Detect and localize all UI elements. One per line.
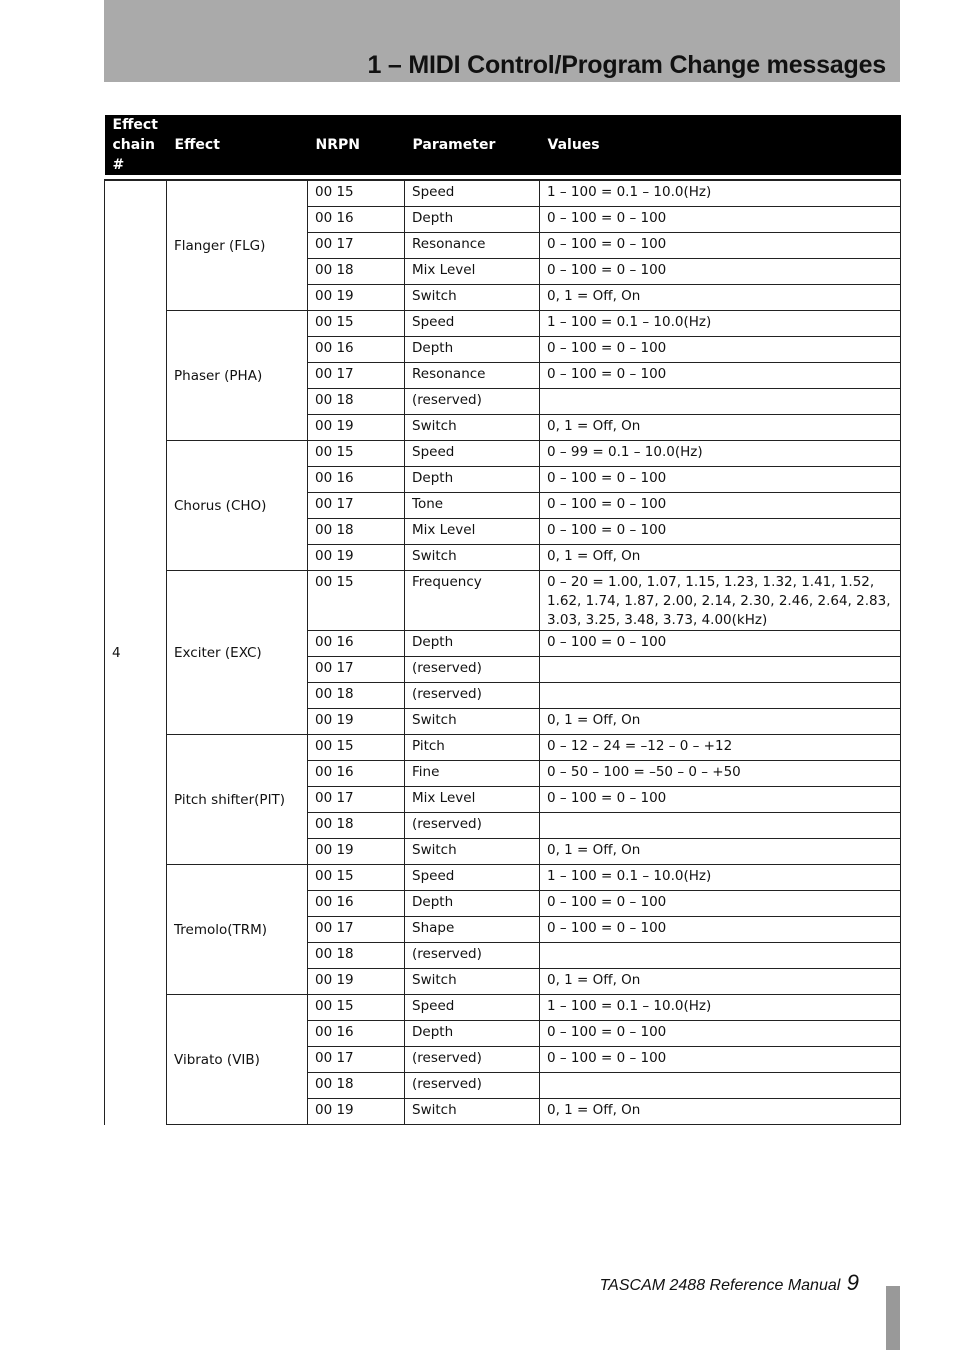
cell-parameter: Speed — [405, 180, 540, 207]
cell-nrpn: 00 15 — [308, 735, 405, 761]
cell-parameter: Mix Level — [405, 787, 540, 813]
cell-parameter: Switch — [405, 545, 540, 571]
cell-values: 1 – 100 = 0.1 – 10.0(Hz) — [540, 865, 901, 891]
cell-values: 0 – 20 = 1.00, 1.07, 1.15, 1.23, 1.32, 1.41, 1.52, 1.62, 1.74, 1.87, 2.00, 2.14, 2.30, 2.46, 2.64, 2.83, 3.03, 3.25, 3.48, 3.73, 4.00(kHz) — [540, 571, 901, 631]
cell-nrpn: 00 17 — [308, 917, 405, 943]
cell-nrpn: 00 18 — [308, 389, 405, 415]
cell-parameter: Depth — [405, 337, 540, 363]
cell-values: 1 – 100 = 0.1 – 10.0(Hz) — [540, 995, 901, 1021]
cell-values: 0, 1 = Off, On — [540, 415, 901, 441]
cell-parameter: Depth — [405, 467, 540, 493]
cell-parameter: Tone — [405, 493, 540, 519]
cell-parameter: Switch — [405, 285, 540, 311]
cell-values: 0 – 100 = 0 – 100 — [540, 917, 901, 943]
cell-nrpn: 00 16 — [308, 761, 405, 787]
table-row — [105, 735, 901, 761]
cell-values: 0 – 100 = 0 – 100 — [540, 1021, 901, 1047]
column-header-effect: Effect — [167, 115, 308, 175]
cell-values: 0 – 100 = 0 – 100 — [540, 493, 901, 519]
cell-parameter: Speed — [405, 995, 540, 1021]
table-row — [105, 995, 901, 1021]
cell-nrpn: 00 18 — [308, 813, 405, 839]
nrpn-table — [104, 115, 901, 1125]
cell-parameter: Fine — [405, 761, 540, 787]
cell-nrpn: 00 17 — [308, 233, 405, 259]
effect-name: Chorus (CHO) — [167, 441, 308, 571]
cell-parameter: (reserved) — [405, 813, 540, 839]
cell-parameter: Switch — [405, 839, 540, 865]
cell-nrpn: 00 19 — [308, 545, 405, 571]
table-body — [105, 180, 901, 1125]
cell-nrpn: 00 17 — [308, 363, 405, 389]
cell-values: 0 – 100 = 0 – 100 — [540, 233, 901, 259]
cell-nrpn: 00 19 — [308, 1099, 405, 1125]
cell-nrpn: 00 16 — [308, 1021, 405, 1047]
cell-values: 0 – 100 = 0 – 100 — [540, 891, 901, 917]
cell-parameter: Depth — [405, 891, 540, 917]
cell-nrpn: 00 18 — [308, 519, 405, 545]
cell-values: 1 – 100 = 0.1 – 10.0(Hz) — [540, 311, 901, 337]
cell-parameter: Shape — [405, 917, 540, 943]
cell-nrpn: 00 15 — [308, 995, 405, 1021]
cell-parameter: Resonance — [405, 233, 540, 259]
cell-parameter: Depth — [405, 207, 540, 233]
cell-values: 0 – 100 = 0 – 100 — [540, 207, 901, 233]
cell-nrpn: 00 17 — [308, 493, 405, 519]
cell-nrpn: 00 19 — [308, 415, 405, 441]
cell-values: 0, 1 = Off, On — [540, 709, 901, 735]
cell-values: 1 – 100 = 0.1 – 10.0(Hz) — [540, 180, 901, 207]
cell-parameter: Mix Level — [405, 259, 540, 285]
effect-name: Tremolo(TRM) — [167, 865, 308, 995]
cell-nrpn: 00 16 — [308, 891, 405, 917]
cell-nrpn: 00 16 — [308, 631, 405, 657]
footer — [600, 1270, 859, 1296]
cell-nrpn: 00 15 — [308, 441, 405, 467]
cell-nrpn: 00 19 — [308, 285, 405, 311]
cell-values: 0 – 12 – 24 = –12 – 0 – +12 — [540, 735, 901, 761]
cell-parameter: Mix Level — [405, 519, 540, 545]
cell-parameter: Speed — [405, 311, 540, 337]
cell-parameter: Resonance — [405, 363, 540, 389]
cell-nrpn: 00 15 — [308, 571, 405, 631]
cell-parameter: Switch — [405, 415, 540, 441]
cell-values — [540, 683, 901, 709]
cell-values — [540, 1073, 901, 1099]
cell-nrpn: 00 18 — [308, 943, 405, 969]
table-row — [105, 180, 901, 207]
cell-parameter: Frequency — [405, 571, 540, 631]
cell-parameter: Pitch — [405, 735, 540, 761]
cell-nrpn: 00 17 — [308, 1047, 405, 1073]
cell-nrpn: 00 16 — [308, 337, 405, 363]
page-number: 9 — [846, 1270, 859, 1295]
cell-values: 0 – 50 – 100 = –50 – 0 – +50 — [540, 761, 901, 787]
table-row — [105, 441, 901, 467]
cell-parameter: Speed — [405, 441, 540, 467]
cell-parameter: Switch — [405, 969, 540, 995]
cell-nrpn: 00 16 — [308, 207, 405, 233]
cell-nrpn: 00 15 — [308, 180, 405, 207]
table-row — [105, 311, 901, 337]
effect-name: Exciter (EXC) — [167, 571, 308, 735]
cell-values: 0, 1 = Off, On — [540, 839, 901, 865]
cell-parameter: Depth — [405, 1021, 540, 1047]
cell-parameter: (reserved) — [405, 1073, 540, 1099]
page-title: 1 – MIDI Control/Program Change messages — [367, 51, 886, 79]
page-edge-tab — [886, 1286, 900, 1350]
cell-parameter: (reserved) — [405, 657, 540, 683]
cell-values: 0 – 100 = 0 – 100 — [540, 337, 901, 363]
cell-parameter: (reserved) — [405, 943, 540, 969]
effect-name: Pitch shifter(PIT) — [167, 735, 308, 865]
cell-nrpn: 00 17 — [308, 787, 405, 813]
cell-values: 0 – 100 = 0 – 100 — [540, 363, 901, 389]
cell-values: 0 – 100 = 0 – 100 — [540, 1047, 901, 1073]
header-band — [104, 0, 900, 82]
effect-chain-number: 4 — [105, 180, 167, 1125]
cell-values — [540, 813, 901, 839]
cell-values: 0 – 100 = 0 – 100 — [540, 467, 901, 493]
cell-nrpn: 00 15 — [308, 865, 405, 891]
cell-values: 0 – 99 = 0.1 – 10.0(Hz) — [540, 441, 901, 467]
cell-values: 0, 1 = Off, On — [540, 545, 901, 571]
cell-parameter: Switch — [405, 1099, 540, 1125]
table-row — [105, 865, 901, 891]
table-header-row — [105, 115, 901, 175]
column-header-chain: Effect chain # — [105, 115, 167, 175]
cell-values — [540, 657, 901, 683]
cell-values: 0 – 100 = 0 – 100 — [540, 259, 901, 285]
cell-parameter: Switch — [405, 709, 540, 735]
cell-values — [540, 943, 901, 969]
effect-name: Flanger (FLG) — [167, 180, 308, 311]
cell-nrpn: 00 17 — [308, 657, 405, 683]
cell-values: 0 – 100 = 0 – 100 — [540, 787, 901, 813]
cell-nrpn: 00 19 — [308, 969, 405, 995]
column-header-values: Values — [540, 115, 901, 175]
table-row — [105, 571, 901, 631]
cell-nrpn: 00 19 — [308, 709, 405, 735]
cell-nrpn: 00 15 — [308, 311, 405, 337]
cell-parameter: (reserved) — [405, 1047, 540, 1073]
cell-nrpn: 00 18 — [308, 683, 405, 709]
cell-values: 0, 1 = Off, On — [540, 969, 901, 995]
column-header-nrpn: NRPN — [308, 115, 405, 175]
cell-values — [540, 389, 901, 415]
cell-parameter: (reserved) — [405, 389, 540, 415]
cell-parameter: Speed — [405, 865, 540, 891]
cell-values: 0, 1 = Off, On — [540, 285, 901, 311]
effect-name: Vibrato (VIB) — [167, 995, 308, 1125]
column-header-parameter: Parameter — [405, 115, 540, 175]
footer-manual-title: TASCAM 2488 Reference Manual — [599, 1277, 841, 1294]
cell-nrpn: 00 18 — [308, 1073, 405, 1099]
cell-parameter: Depth — [405, 631, 540, 657]
cell-values: 0 – 100 = 0 – 100 — [540, 519, 901, 545]
cell-values: 0 – 100 = 0 – 100 — [540, 631, 901, 657]
cell-nrpn: 00 16 — [308, 467, 405, 493]
effect-name: Phaser (PHA) — [167, 311, 308, 441]
cell-values: 0, 1 = Off, On — [540, 1099, 901, 1125]
cell-nrpn: 00 19 — [308, 839, 405, 865]
cell-nrpn: 00 18 — [308, 259, 405, 285]
cell-parameter: (reserved) — [405, 683, 540, 709]
